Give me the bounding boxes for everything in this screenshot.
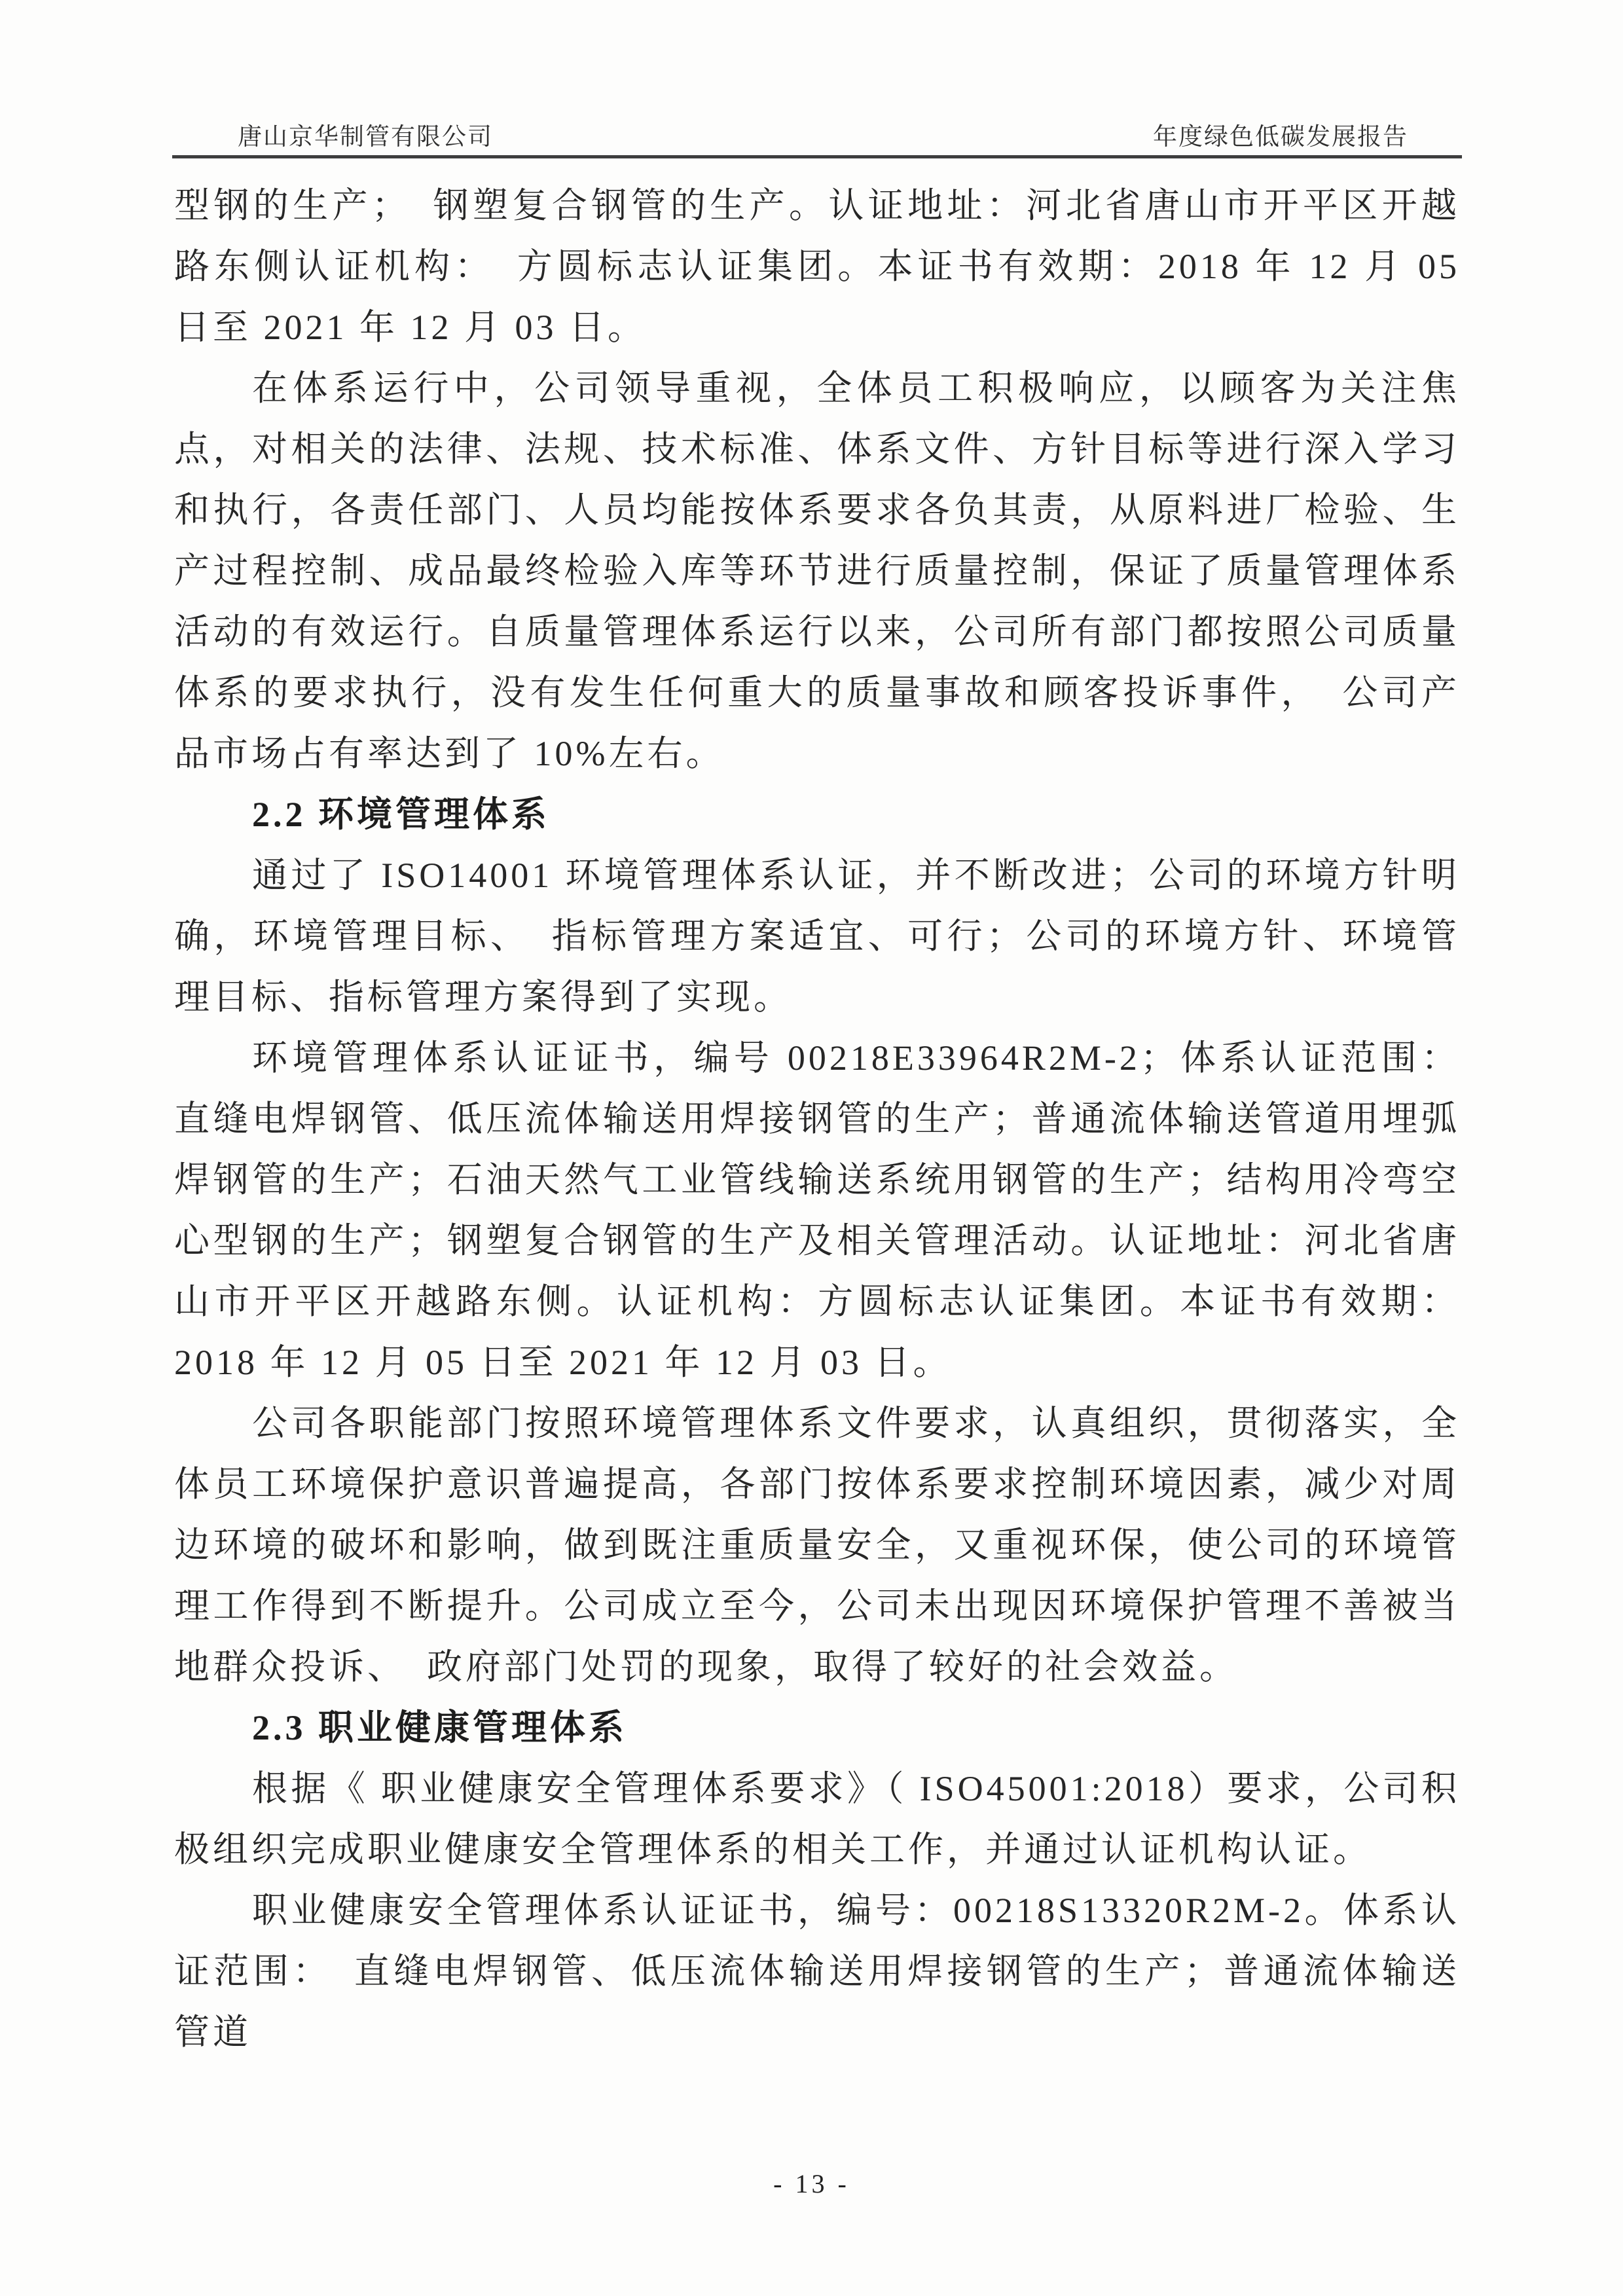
body-paragraph: 通过了 ISO14001 环境管理体系认证，并不断改进；公司的环境方针明确，环境管理目标、 指标管理方案适宜、可行；公司的环境方针、环境管理目标、指标管理方案得到了实现。 (174, 856, 1460, 1017)
body-paragraph: 公司各职能部门按照环境管理体系文件要求，认真组织，贯彻落实，全体员工环境保护意识普遍提高，各部门按体系要求控制环境因素，减少对周边环境的破坏和影响，做到既注重质量安全，又重视环保，使公司的环境管理工作得到不断提升。公司成立至今，公司未出现因环境保护管理不善被当地群众投诉、 政府部门处罚的现象，取得了较好的社会效益。 (174, 1404, 1460, 1686)
page-footer (0, 2168, 1623, 2199)
body-paragraph: 环境管理体系认证证书，编号 00218E33964R2M-2；体系认证范围：直缝电焊钢管、低压流体输送用焊接钢管的生产；普通流体输送管道用埋弧焊钢管的生产；石油天然气工业管线输送系统用钢管的生产；结构用冷弯空心型钢的生产；钢塑复合钢管的生产及相关管理活动。认证地址：河北省唐山市开平区开越路东侧。认证机构：方圆标志认证集团。本证书有效期：2018 年 12 月 05 日至 2021 年 12 月 03 日。 (174, 1038, 1460, 1382)
section-heading: 2.2 环境管理体系 (252, 795, 550, 834)
body-paragraph: 型钢的生产； 钢塑复合钢管的生产。认证地址：河北省唐山市开平区开越路东侧认证机构： 方圆标志认证集团。本证书有效期：2018 年 12 月 05 日至 2021 年 12 月 03 日。 (174, 186, 1460, 347)
body-paragraph: 在体系运行中，公司领导重视，全体员工积极响应，以顾客为关注焦点，对相关的法律、法规、技术标准、体系文件、方针目标等进行深入学习和执行，各责任部门、人员均能按体系要求各负其责，从原料进厂检验、生产过程控制、成品最终检验入库等环节进行质量控制，保证了质量管理体系活动的有效运行。自质量管理体系运行以来，公司所有部门都按照公司质量体系的要求执行，没有发生任何重大的质量事故和顾客投诉事件， 公司产品市场占有率达到了 10%左右。 (174, 369, 1460, 773)
document-body (174, 175, 1460, 2063)
report-title: 年度绿色低碳发展报告 (1153, 124, 1408, 151)
section-heading: 2.3 职业健康管理体系 (252, 1708, 627, 1747)
header-rule (172, 155, 1462, 158)
body-paragraph: 职业健康安全管理体系认证证书，编号：00218S13320R2M-2。体系认证范围： 直缝电焊钢管、低压流体输送用焊接钢管的生产；普通流体输送管道 (174, 1891, 1460, 2052)
page-number: - 13 - (773, 2169, 850, 2198)
page-header (173, 111, 1461, 152)
company-name: 唐山京华制管有限公司 (238, 124, 493, 151)
body-paragraph: 根据《 职业健康安全管理体系要求》（ ISO45001:2018）要求，公司积极组织完成职业健康安全管理体系的相关工作，并通过认证机构认证。 (174, 1769, 1460, 1869)
